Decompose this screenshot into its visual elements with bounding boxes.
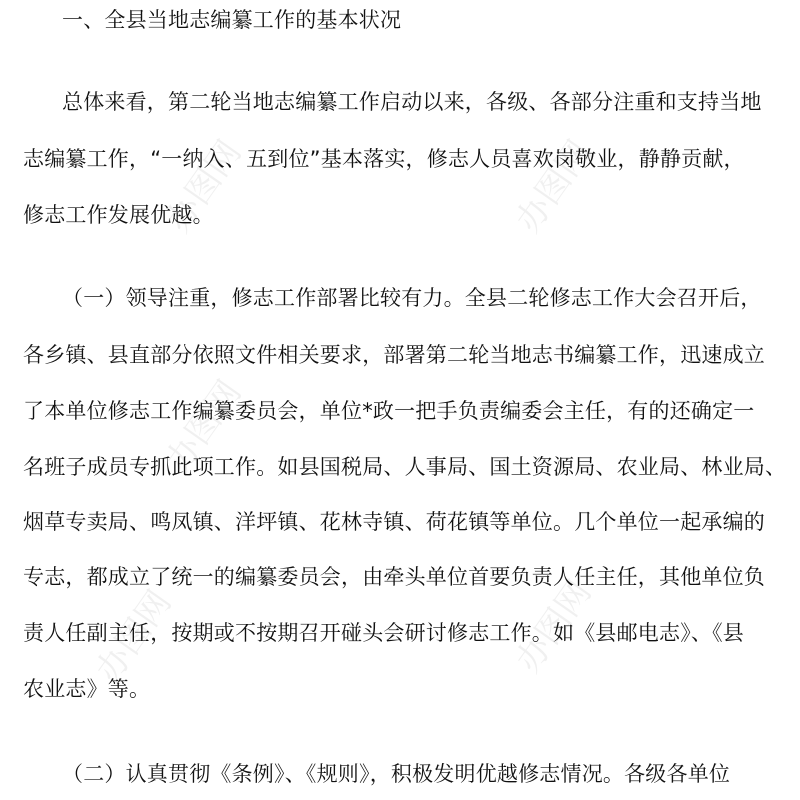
watermark-3: 办图网: [158, 373, 250, 480]
watermark-4: 办图网: [508, 573, 600, 680]
paragraph-line: 志编纂工作，“一纳入、五到位”基本落实，修志人员喜欢岗敬业，静静贡献，: [23, 147, 745, 171]
watermark-5: 办图网: [88, 583, 180, 690]
section-heading: 一、全县当地志编纂工作的基本状况: [62, 8, 402, 32]
watermark-1: 办图网: [158, 133, 250, 240]
paragraph-line: 农业志》等。: [23, 677, 151, 701]
paragraph-line: 名班子成员专抓此项工作。如县国税局、人事局、国土资源局、农业局、林业局、: [23, 455, 787, 479]
paragraph-line: 专志，都成立了统一的编纂委员会，由牵头单位首要负责人任主任，其他单位负: [23, 565, 765, 589]
paragraph-line: 了本单位修志工作编纂委员会，单位*政一把手负责编委会主任，有的还确定一: [23, 399, 755, 423]
paragraph-line: 各乡镇、县直部分依照文件相关要求，部署第二轮当地志书编纂工作，迅速成立: [23, 343, 765, 367]
paragraph-line: 总体来看，第二轮当地志编纂工作启动以来，各级、各部分注重和支持当地: [62, 90, 762, 114]
paragraph-line: （二）认真贯彻《条例》、《规则》，积极发明优越修志情况。各级各单位: [62, 762, 731, 786]
watermark-2: 办图网: [508, 133, 600, 240]
paragraph-line: 烟草专卖局、鸣凤镇、洋坪镇、花林寺镇、荷花镇等单位。几个单位一起承编的: [23, 510, 765, 534]
paragraph-line: 责人任副主任，按期或不按期召开碰头会研讨修志工作。如《县邮电志》、《县: [23, 621, 744, 645]
paragraph-line: 修志工作发展优越。: [23, 203, 214, 227]
paragraph-line: （一）领导注重，修志工作部署比较有力。全县二轮修志工作大会召开后，: [62, 286, 762, 310]
